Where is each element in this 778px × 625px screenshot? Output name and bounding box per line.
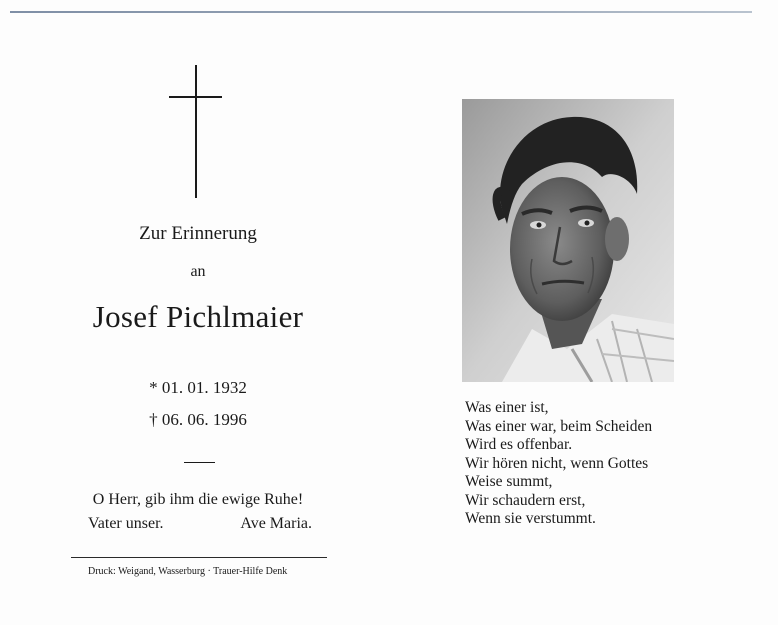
poem bbox=[465, 399, 652, 529]
prayer-ave-maria: Ave Maria. bbox=[240, 515, 312, 532]
poem-line: Wir hören nicht, wenn Gottes bbox=[465, 454, 649, 472]
printer-credit: Druck: Weigand, Wasserburg · Trauer-Hilfe Denk bbox=[88, 566, 288, 577]
bottom-rule bbox=[71, 557, 327, 558]
deceased-name: Josef Pichlmaier bbox=[92, 299, 304, 334]
card-top-edge bbox=[10, 11, 752, 13]
prayer-vater-unser: Vater unser. bbox=[88, 515, 164, 532]
cross-icon bbox=[195, 65, 197, 198]
poem-line: Was einer ist, bbox=[465, 399, 549, 416]
memory-heading: Zur Erinnerung bbox=[139, 223, 257, 244]
cross-icon-bar bbox=[169, 96, 222, 98]
poem-line: Wird es offenbar. bbox=[465, 436, 573, 453]
short-divider bbox=[184, 462, 215, 463]
poem-line: Wenn sie verstummt. bbox=[465, 510, 596, 527]
poem-line: Was einer war, beim Scheiden bbox=[465, 417, 653, 435]
prayer-line: O Herr, gib ihm die ewige Ruhe! bbox=[92, 491, 304, 508]
birth-date: * 01. 01. 1932 bbox=[149, 378, 247, 397]
portrait-photo bbox=[462, 99, 674, 382]
death-date: † 06. 06. 1996 bbox=[149, 410, 247, 429]
memory-for-label: an bbox=[190, 263, 206, 280]
poem-line: Weise summt, bbox=[465, 473, 553, 490]
poem-line: Wir schaudern erst, bbox=[465, 491, 586, 509]
